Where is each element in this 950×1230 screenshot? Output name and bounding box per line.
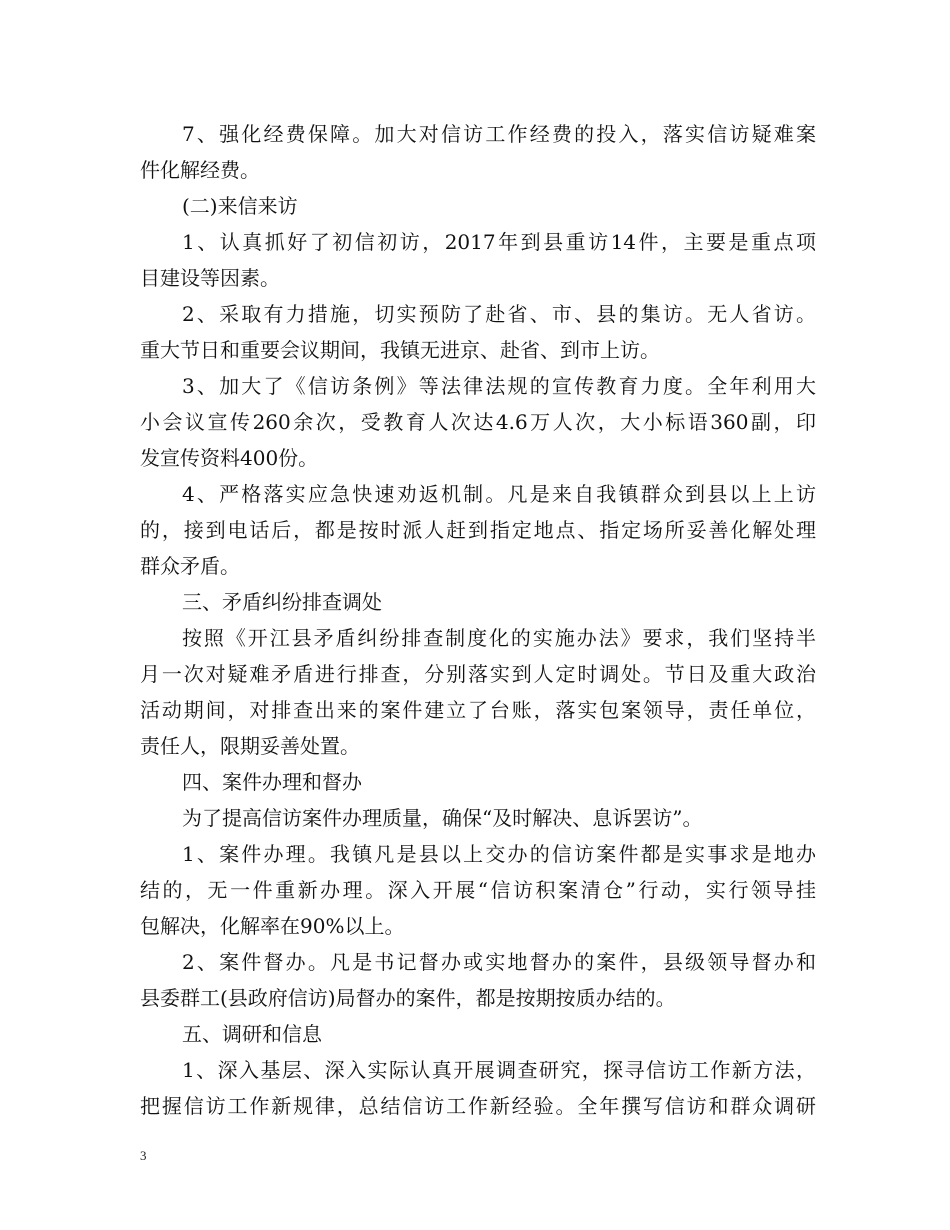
text-line: 为了提高信访案件办理质量，确保“及时解决、息诉罢访”。 xyxy=(182,806,703,830)
text-line: 的，接到电话后，都是按时派人赶到指定地点、指定场所妥善化解处理 xyxy=(140,518,816,542)
text-line: 1、认真抓好了初信初访，2017年到县重访14件，主要是重点项 xyxy=(182,230,816,254)
text-line: 三、矛盾纠纷排查调处 xyxy=(182,590,382,614)
text-line: 目建设等因素。 xyxy=(140,266,280,290)
text-line: 3、加大了《信访条例》等法律法规的宣传教育力度。全年利用大 xyxy=(182,374,816,398)
text-line: 2、案件督办。凡是书记督办或实地督办的案件，县级领导督办和 xyxy=(182,950,816,974)
text-line: (二)来信来访 xyxy=(182,194,298,218)
text-line: 结的，无一件重新办理。深入开展“信访积案清仓”行动，实行领导挂 xyxy=(140,878,816,902)
text-line: 4、严格落实应急快速劝返机制。凡是来自我镇群众到县以上上访 xyxy=(182,482,816,506)
text-line: 群众矛盾。 xyxy=(140,554,240,578)
text-line: 责任人，限期妥善处置。 xyxy=(140,734,360,758)
text-line: 1、案件办理。我镇凡是县以上交办的信访案件都是实事求是地办 xyxy=(182,842,816,866)
text-line: 1、深入基层、深入实际认真开展调查研究，探寻信访工作新方法， xyxy=(182,1058,816,1082)
text-line: 2、采取有力措施，切实预防了赴省、市、县的集访。无人省访。 xyxy=(182,302,816,326)
text-line: 小会议宣传260余次，受教育人次达4.6万人次，大小标语360副，印 xyxy=(140,410,816,434)
page-number: 3 xyxy=(140,1148,147,1163)
text-line: 五、调研和信息 xyxy=(182,1022,322,1046)
text-line: 四、案件办理和督办 xyxy=(182,770,362,794)
text-line: 包解决，化解率在90%以上。 xyxy=(140,914,405,938)
text-line: 月一次对疑难矛盾进行排查，分别落实到人定时调处。节日及重大政治 xyxy=(140,662,816,686)
text-line: 发宣传资料400份。 xyxy=(140,446,319,470)
text-line: 把握信访工作新规律，总结信访工作新经验。全年撰写信访和群众调研 xyxy=(140,1094,816,1118)
text-line: 按照《开江县矛盾纠纷排查制度化的实施办法》要求，我们坚持半 xyxy=(182,626,816,650)
document-body xyxy=(140,116,816,1124)
text-line: 县委群工(县政府信访)局督办的案件，都是按期按质办结的。 xyxy=(140,986,676,1010)
text-line: 7、强化经费保障。加大对信访工作经费的投入，落实信访疑难案 xyxy=(182,122,816,146)
text-line: 活动期间，对排查出来的案件建立了台账，落实包案领导，责任单位， xyxy=(140,698,816,722)
text-line: 重大节日和重要会议期间，我镇无进京、赴省、到市上访。 xyxy=(140,338,660,362)
text-line: 件化解经费。 xyxy=(140,158,260,182)
